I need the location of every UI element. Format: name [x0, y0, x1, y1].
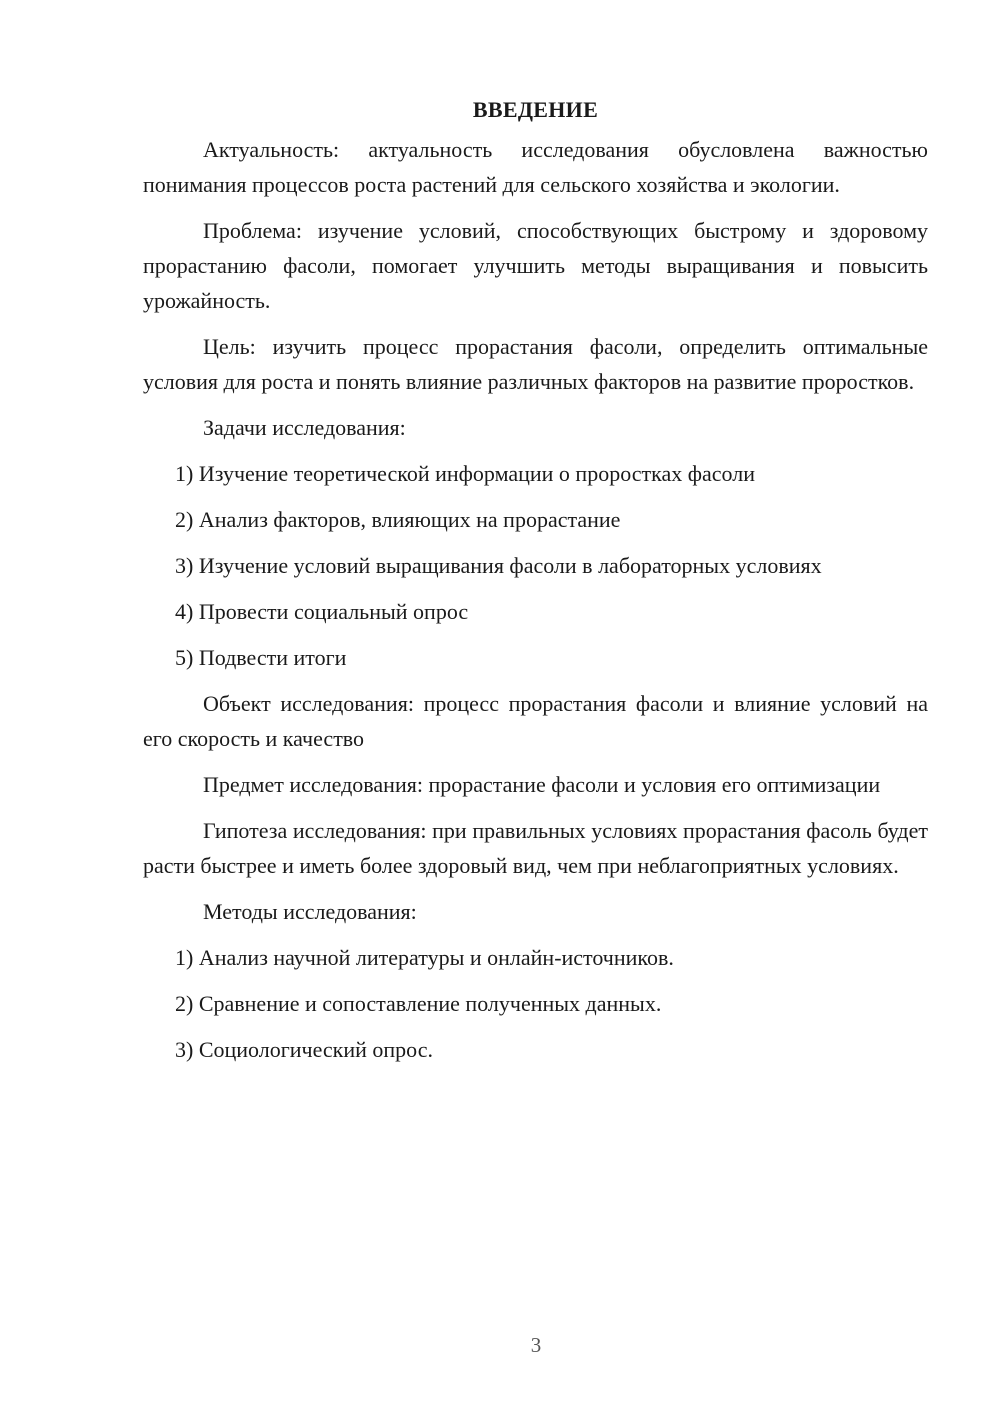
problem-paragraph: Проблема: изучение условий, способствующих быстрому и здоровому прорастанию фасоли, помогает улучшить методы выращивания и повысить урожайность.	[143, 218, 928, 313]
method-item: 1) Анализ научной литературы и онлайн-источников.	[175, 945, 674, 970]
methods-list	[143, 940, 928, 1067]
method-item: 2) Сравнение и сопоставление полученных данных.	[175, 991, 662, 1016]
tasks-list	[143, 456, 928, 675]
task-item: 1) Изучение теоретической информации о проростках фасоли	[175, 461, 755, 486]
method-item: 3) Социологический опрос.	[175, 1037, 433, 1062]
task-item: 2) Анализ факторов, влияющих на прорастание	[175, 507, 621, 532]
task-item: 5) Подвести итоги	[175, 645, 347, 670]
page-title: ВВЕДЕНИЕ	[472, 97, 599, 122]
task-item: 3) Изучение условий выращивания фасоли в лабораторных условиях	[175, 553, 822, 578]
tasks-label: Задачи исследования:	[203, 415, 406, 440]
relevance-paragraph: Актуальность: актуальность исследования обусловлена важностью понимания процессов роста растений для сельского хозяйства и экологии.	[143, 137, 928, 197]
subject-paragraph: Предмет исследования: прорастание фасоли и условия его оптимизации	[203, 772, 881, 797]
task-item: 4) Провести социальный опрос	[175, 599, 469, 624]
object-paragraph: Объект исследования: процесс прорастания фасоли и влияние условий на его скорость и качество	[143, 691, 928, 751]
goal-paragraph: Цель: изучить процесс прорастания фасоли, определить оптимальные условия для роста и понять влияние различных факторов на развитие проростков.	[143, 334, 928, 394]
page-number: 3	[530, 1333, 542, 1357]
hypothesis-paragraph: Гипотеза исследования: при правильных условиях прорастания фасоль будет расти быстрее и иметь более здоровый вид, чем при неблагоприятных условиях.	[143, 818, 928, 878]
methods-label: Методы исследования:	[203, 899, 417, 924]
document-page	[143, 92, 928, 1078]
